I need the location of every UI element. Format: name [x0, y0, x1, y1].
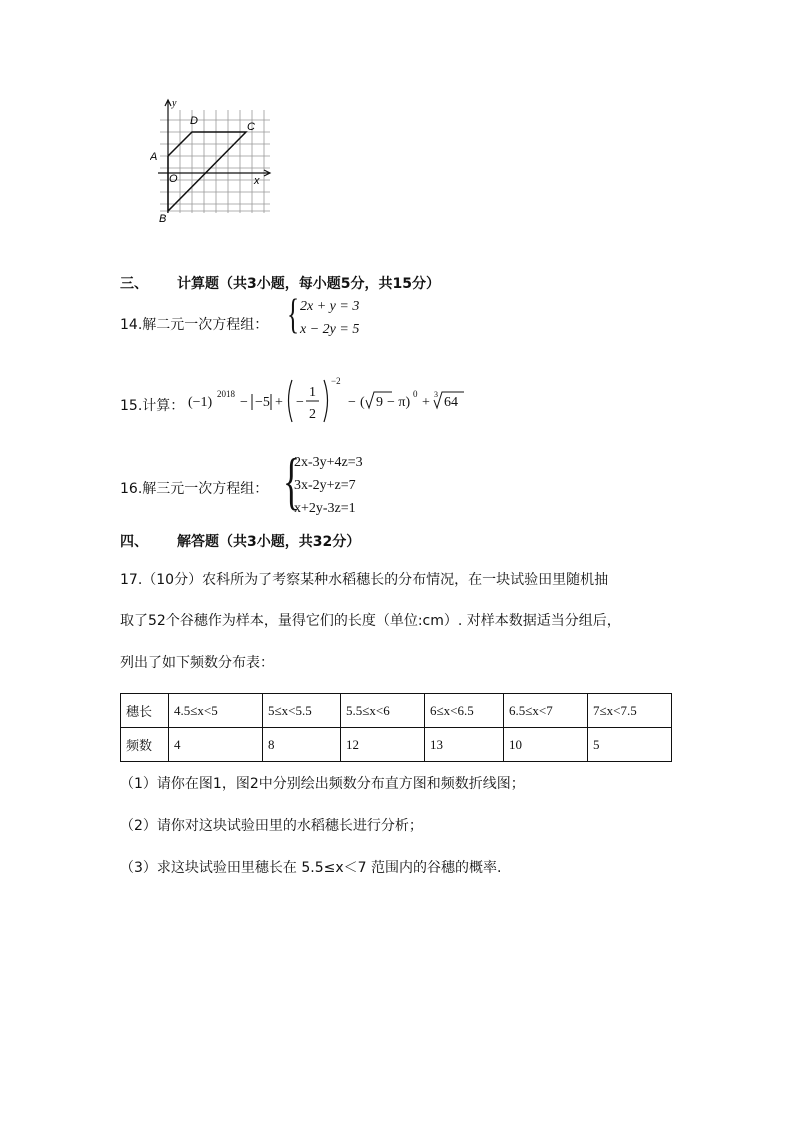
coordinate-grid-figure	[150, 95, 280, 225]
svg-text:(−1): (−1)	[188, 395, 213, 410]
svg-text:0: 0	[413, 389, 418, 399]
table-cell-count: 4	[169, 728, 263, 762]
section-4-title: 解答题（共3小题，共32分）	[177, 534, 361, 550]
svg-text:−2: −2	[331, 376, 341, 386]
section-4-number: 四、	[120, 534, 148, 550]
q14-brace: {	[287, 292, 300, 338]
point-a-label: A	[150, 151, 158, 163]
x-axis-label: x	[254, 175, 260, 187]
point-c-label: C	[247, 121, 255, 133]
table-cell-interval: 5≤x<5.5	[263, 694, 341, 728]
q17-subquestion-2: （2）请你对这块试验田里的水稻穗长进行分析；	[120, 818, 423, 834]
q16-equation-3: x+2y-3z=1	[294, 501, 356, 516]
q17-subquestion-3: （3）求这块试验田里穗长在 5.5≤x＜7 范围内的谷穗的概率.	[120, 860, 502, 876]
q16-prefix: 16.解三元一次方程组：	[120, 481, 269, 497]
svg-text:2018: 2018	[217, 389, 235, 399]
table-cell-count: 12	[341, 728, 425, 762]
table-cell-count: 10	[504, 728, 588, 762]
svg-text:−: −	[240, 395, 248, 410]
svg-text:3: 3	[434, 390, 438, 399]
q14-prefix: 14.解二元一次方程组：	[120, 317, 269, 333]
table-cell-count: 5	[588, 728, 672, 762]
y-axis-label: y	[172, 98, 177, 109]
origin-label: O	[169, 173, 178, 185]
point-d-label: D	[190, 115, 198, 127]
svg-text:−5: −5	[255, 395, 270, 410]
q17-line-2: 取了52个谷穗作为样本，量得它们的长度（单位:cm）. 对样本数据适当分组后，	[120, 613, 621, 629]
q16-brace: {	[283, 445, 300, 516]
table-cell-count: 8	[263, 728, 341, 762]
q17-line-3: 列出了如下频数分布表：	[120, 655, 274, 671]
table-header-length: 穗长	[121, 694, 169, 728]
table-row-counts	[121, 728, 672, 762]
table-cell-count: 13	[425, 728, 504, 762]
q14-equation-2: x − 2y = 5	[300, 322, 360, 337]
q15-prefix: 15.计算：	[120, 398, 185, 414]
svg-text:+: +	[422, 395, 430, 410]
svg-text:(: (	[360, 395, 365, 410]
table-row-lengths	[121, 694, 672, 728]
table-cell-interval: 6≤x<6.5	[425, 694, 504, 728]
table-cell-interval: 6.5≤x<7	[504, 694, 588, 728]
table-cell-interval: 7≤x<7.5	[588, 694, 672, 728]
point-b-label: B	[159, 213, 167, 225]
svg-text:64: 64	[444, 395, 458, 410]
table-cell-interval: 5.5≤x<6	[341, 694, 425, 728]
q17-line-1: 17.（10分）农科所为了考察某种水稻穗长的分布情况，在一块试验田里随机抽	[120, 572, 609, 588]
table-cell-interval: 4.5≤x<5	[169, 694, 263, 728]
svg-text:− π): − π)	[387, 395, 411, 410]
table-header-frequency: 频数	[121, 728, 169, 762]
q16-equation-1: 2x-3y+4z=3	[294, 455, 363, 470]
svg-text:1: 1	[309, 385, 316, 400]
q14-equation-1: 2x + y = 3	[300, 299, 360, 314]
svg-text:2: 2	[309, 407, 316, 422]
svg-text:−: −	[296, 395, 304, 410]
q15-expression	[188, 372, 468, 430]
svg-text:−: −	[348, 395, 356, 410]
q17-subquestion-1: （1）请你在图1，图2中分别绘出频数分布直方图和频数折线图；	[120, 776, 525, 792]
svg-text:9: 9	[376, 395, 383, 410]
frequency-table	[120, 693, 672, 762]
q16-equation-2: 3x-2y+z=7	[294, 478, 356, 493]
section-3-number: 三、	[120, 276, 148, 292]
section-3-title: 计算题（共3小题，每小题5分，共15分）	[177, 276, 440, 292]
axes	[158, 100, 270, 213]
svg-text:+: +	[275, 395, 283, 410]
